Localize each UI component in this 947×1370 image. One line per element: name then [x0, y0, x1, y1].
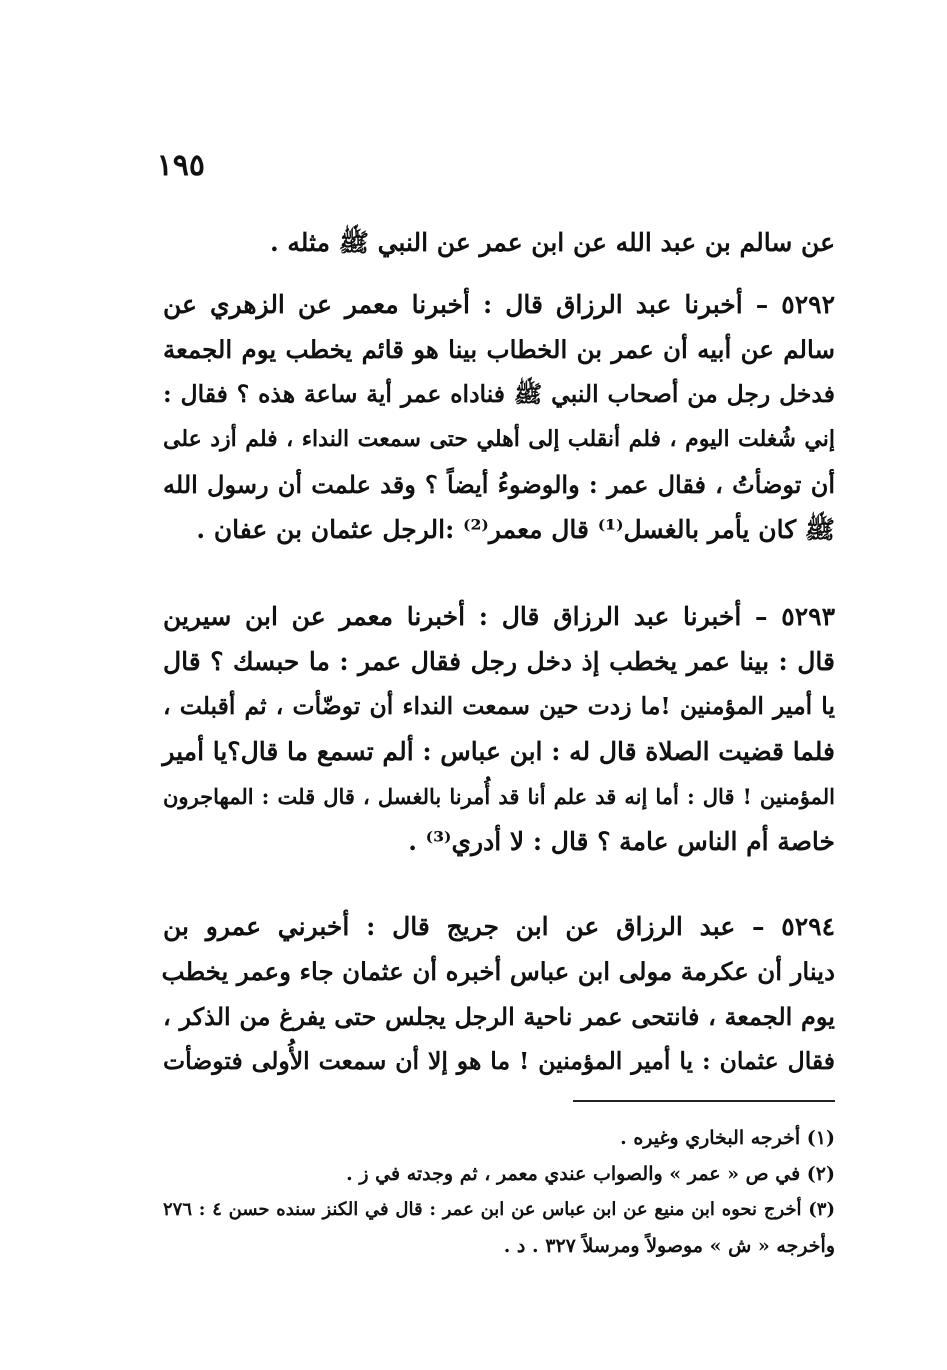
text-line: فلما قضيت الصلاة قال له : ابن عباس : ألم تسمع ما قال؟يا أمير — [162, 737, 835, 766]
text-line: أن توضأتُ ، فقال عمر : والوضوءُ أيضاً ؟ وقد علمت أن رسول الله — [163, 470, 835, 499]
footnote-2: (٢) في ص « عمر » والصواب عندي معمر ، ثم وجدته في ز . — [346, 1163, 835, 1185]
text-line: يا أمير المؤمنين !ما زدت حين سمعت النداء أن توضّأت ، ثم أقبلت ، — [163, 692, 835, 720]
text-line: المؤمنين ! قال : أما إنه قد علم أنا قد أُمرنا بالغسل ، قال قلت : المهاجرون — [163, 784, 835, 809]
text-line: ٥٢٩٤ – عبد الرزاق عن ابن جريج قال : أخبرني عمرو بن — [163, 912, 835, 941]
footnote-3-continuation: وأخرجه « ش » موصولاً ومرسلاً ٣٢٧ . د . — [503, 1235, 835, 1257]
text-line: فقال عثمان : يا أمير المؤمنين ! ما هو إلا أن سمعت الأُولى فتوضأت — [163, 1047, 835, 1075]
text-line: دينار أن عكرمة مولى ابن عباس أخبره أن عثمان جاء وعمر يخطب — [161, 957, 835, 986]
text-line: ﷺ كان يأمر بالغسل⁽¹⁾ قال معمر⁽²⁾ :الرجل عثمان بن عفان . — [196, 515, 835, 544]
paragraph-hadith-5293 — [163, 594, 835, 864]
paragraph-hadith-5292 — [163, 282, 835, 552]
footnote-3: (٣) أخرج نحوه ابن منيع عن ابن عباس عن ابن عمر : قال في الكنز سنده حسن ٤ : ٢٧٦ — [163, 1199, 835, 1220]
text-line: خاصة أم الناس عامة ؟ قال : لا أدري⁽³⁾ . — [408, 827, 835, 856]
text-line: يوم الجمعة ، فانتحى عمر ناحية الرجل يجلس حتى يفرغ من الذكر ، — [163, 1002, 835, 1031]
paragraph-hadith-5294 — [163, 904, 835, 1084]
text-line: فدخل رجل من أصحاب النبي ﷺ فناداه عمر أية ساعة هذه ؟ فقال : — [163, 380, 835, 408]
footnotes — [163, 1120, 835, 1264]
text-line: ٥٢٩٣ – أخبرنا عبد الرزاق قال : أخبرنا معمر عن ابن سيرين — [163, 602, 835, 631]
text-line: قال : بينا عمر يخطب إذ دخل رجل فقال عمر : ما حبسك ؟ قال — [163, 647, 835, 676]
text-line: سالم عن أبيه أن عمر بن الخطاب بينا هو قائم يخطب يوم الجمعة — [163, 335, 835, 364]
text-line: إني شُغلت اليوم ، فلم أنقلب إلى أهلي حتى سمعت النداء ، فلم أزد على — [163, 426, 835, 452]
footnote-1: (١) أخرجه البخاري وغيره . — [620, 1127, 835, 1149]
page-number: ١٩٥ — [156, 148, 205, 183]
text-line: عن سالم بن عبد الله عن ابن عمر عن النبي ﷺ مثله . — [269, 228, 835, 257]
text-line: ٥٢٩٢ – أخبرنا عبد الرزاق قال : أخبرنا معمر عن الزهري عن — [163, 290, 835, 319]
paragraph-continuation — [163, 220, 835, 265]
footnote-divider — [573, 1100, 835, 1102]
